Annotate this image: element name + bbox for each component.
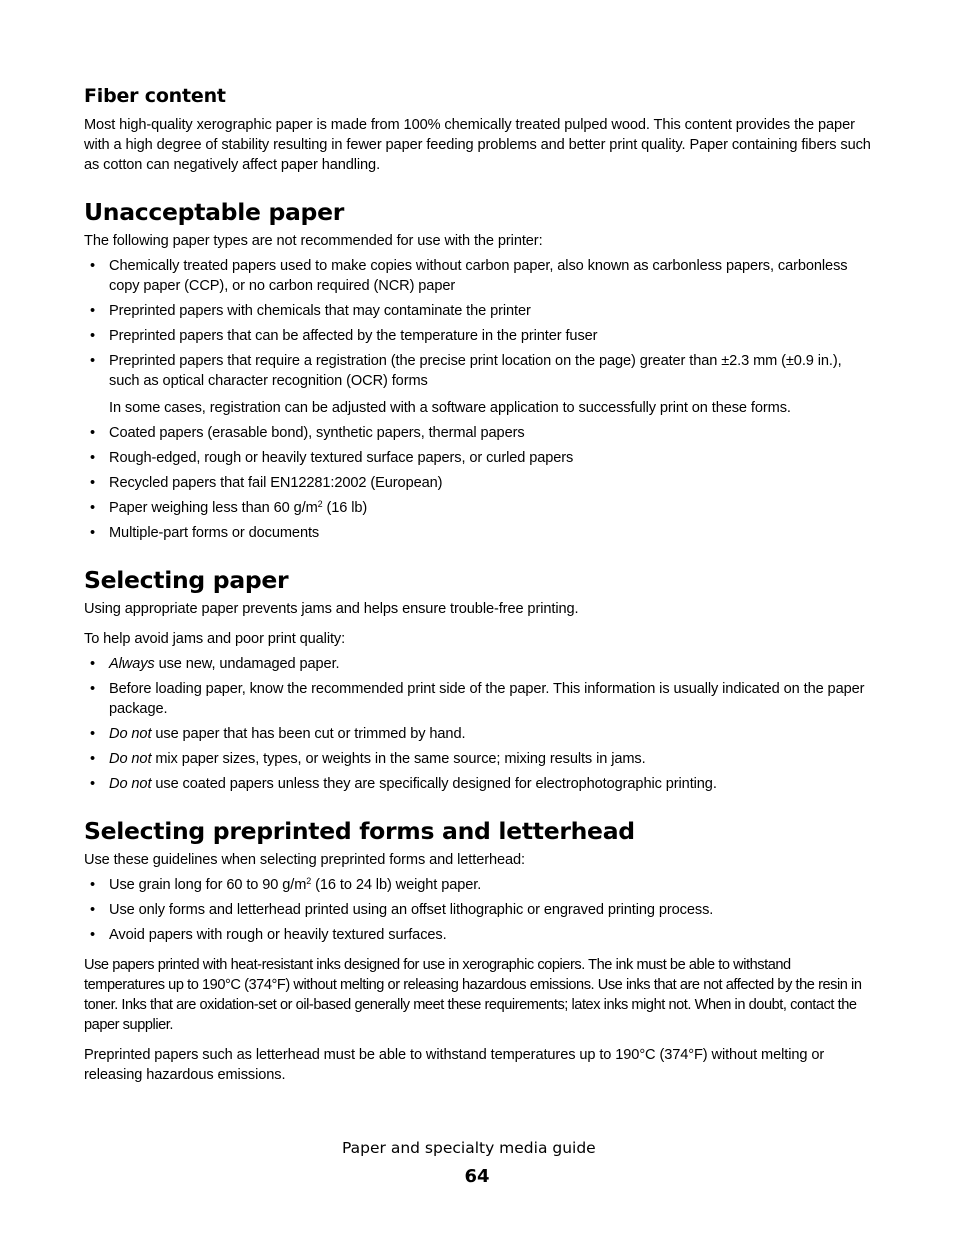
unacceptable-list-continued [84, 423, 874, 543]
bullet-icon: • [90, 500, 96, 516]
bullet-icon: • [90, 303, 96, 319]
list-item: • Rough-edged, rough or heavily textured surface papers, or curled papers [90, 450, 574, 466]
bullet-icon: • [90, 927, 96, 943]
list-item: • Coated papers (erasable bond), synthetic papers, thermal papers [90, 425, 525, 441]
bullet-icon: • [90, 475, 96, 491]
list-item: • Paper weighing less than 60 $g/m^2$ (16 lb) [90, 499, 368, 516]
bullet-icon: • [90, 902, 96, 918]
list-item: • Do not use coated papers unless they are specifically designed for electrophotographic printing. [90, 776, 717, 792]
page-number: 64 [464, 1166, 490, 1187]
list-item: • Preprinted papers that require a registration (the precise print location on the page) greater than ±2.3 mm (±0.9 in.), such as optical character recognition (OCR) forms [90, 353, 842, 389]
bullet-icon: • [90, 425, 96, 441]
list-item: • Use only forms and letterhead printed using an offset lithographic or engraved printing process. [90, 902, 714, 918]
bullet-icon: • [90, 328, 96, 344]
list-item: • Always use new, undamaged paper. [90, 656, 340, 672]
selecting-list [84, 654, 874, 794]
list-item: • Avoid papers with rough or heavily textured surfaces. [90, 927, 447, 943]
bullet-icon: • [90, 656, 96, 672]
letterhead-paragraph: Preprinted papers such as letterhead must be able to withstand temperatures up to 190°C (374°F) without melting or releasing hazardous emissions. [84, 1047, 825, 1083]
ink-paragraph: Use papers printed with heat-resistant inks designed for use in xerographic copiers. The ink must be able to withstand temperatures up to 190°C (374°F) without melting or releasing hazardous emissions. Use inks that are not affected by the resin in toner. Inks that are oxidation-set or oil-based generally meet these requirements; latex inks might not. When in doubt, contact the paper supplier. [84, 957, 862, 1033]
bullet-icon: • [90, 353, 96, 369]
list-item: • Use grain long for 60 to 90 $g/m^2$ (16 to 24 lb) weight paper. [90, 876, 482, 893]
preprinted-list [84, 875, 874, 945]
superscript: 2 [306, 876, 312, 886]
unacceptable-intro: The following paper types are not recommended for use with the printer: [84, 233, 543, 249]
fiber-content-paragraph: Most high-quality xerographic paper is made from 100% chemically treated pulped wood. This content provides the paper with a high degree of stability resulting in fewer paper feeding problems and better print quality. Paper containing fibers such as cotton can negatively affect paper handling. [84, 117, 871, 173]
bullet-icon: • [90, 258, 96, 274]
selecting-paper-heading: Selecting paper [84, 566, 289, 594]
list-item: • Preprinted papers with chemicals that may contaminate the printer [90, 303, 531, 319]
unacceptable-list [84, 256, 874, 391]
bullet-icon: • [90, 525, 96, 541]
bullet-icon: • [90, 726, 96, 742]
registration-note: In some cases, registration can be adjusted with a software application to successfully print on these forms. [109, 400, 791, 416]
list-item: • Before loading paper, know the recommended print side of the paper. This information is usually indicated on the paper package. [90, 681, 865, 717]
preprinted-forms-heading: Selecting preprinted forms and letterhead [84, 817, 635, 845]
list-item: • Do not use paper that has been cut or trimmed by hand. [90, 726, 466, 742]
selecting-intro: Using appropriate paper prevents jams and helps ensure trouble-free printing. [84, 601, 579, 617]
superscript: 2 [317, 499, 323, 509]
unacceptable-paper-heading: Unacceptable paper [84, 198, 345, 226]
bullet-icon: • [90, 681, 96, 697]
list-item: • Chemically treated papers used to make copies without carbon paper, also known as carbonless papers, carbonless copy paper (CCP), or no carbon required (NCR) paper [90, 258, 848, 294]
selecting-intro-2: To help avoid jams and poor print quality: [84, 631, 346, 647]
bullet-icon: • [90, 751, 96, 767]
list-item: • Multiple-part forms or documents [90, 525, 320, 541]
list-item: • Do not mix paper sizes, types, or weights in the same source; mixing results in jams. [90, 751, 646, 767]
fiber-content-heading: Fiber content [84, 85, 226, 107]
page-content [84, 80, 874, 1085]
bullet-icon: • [90, 776, 96, 792]
preprinted-intro: Use these guidelines when selecting preprinted forms and letterhead: [84, 852, 526, 868]
list-item: • Recycled papers that fail EN12281:2002 (European) [90, 475, 443, 491]
bullet-icon: • [90, 450, 96, 466]
list-item: • Preprinted papers that can be affected by the temperature in the printer fuser [90, 328, 598, 344]
bullet-icon: • [90, 877, 96, 893]
